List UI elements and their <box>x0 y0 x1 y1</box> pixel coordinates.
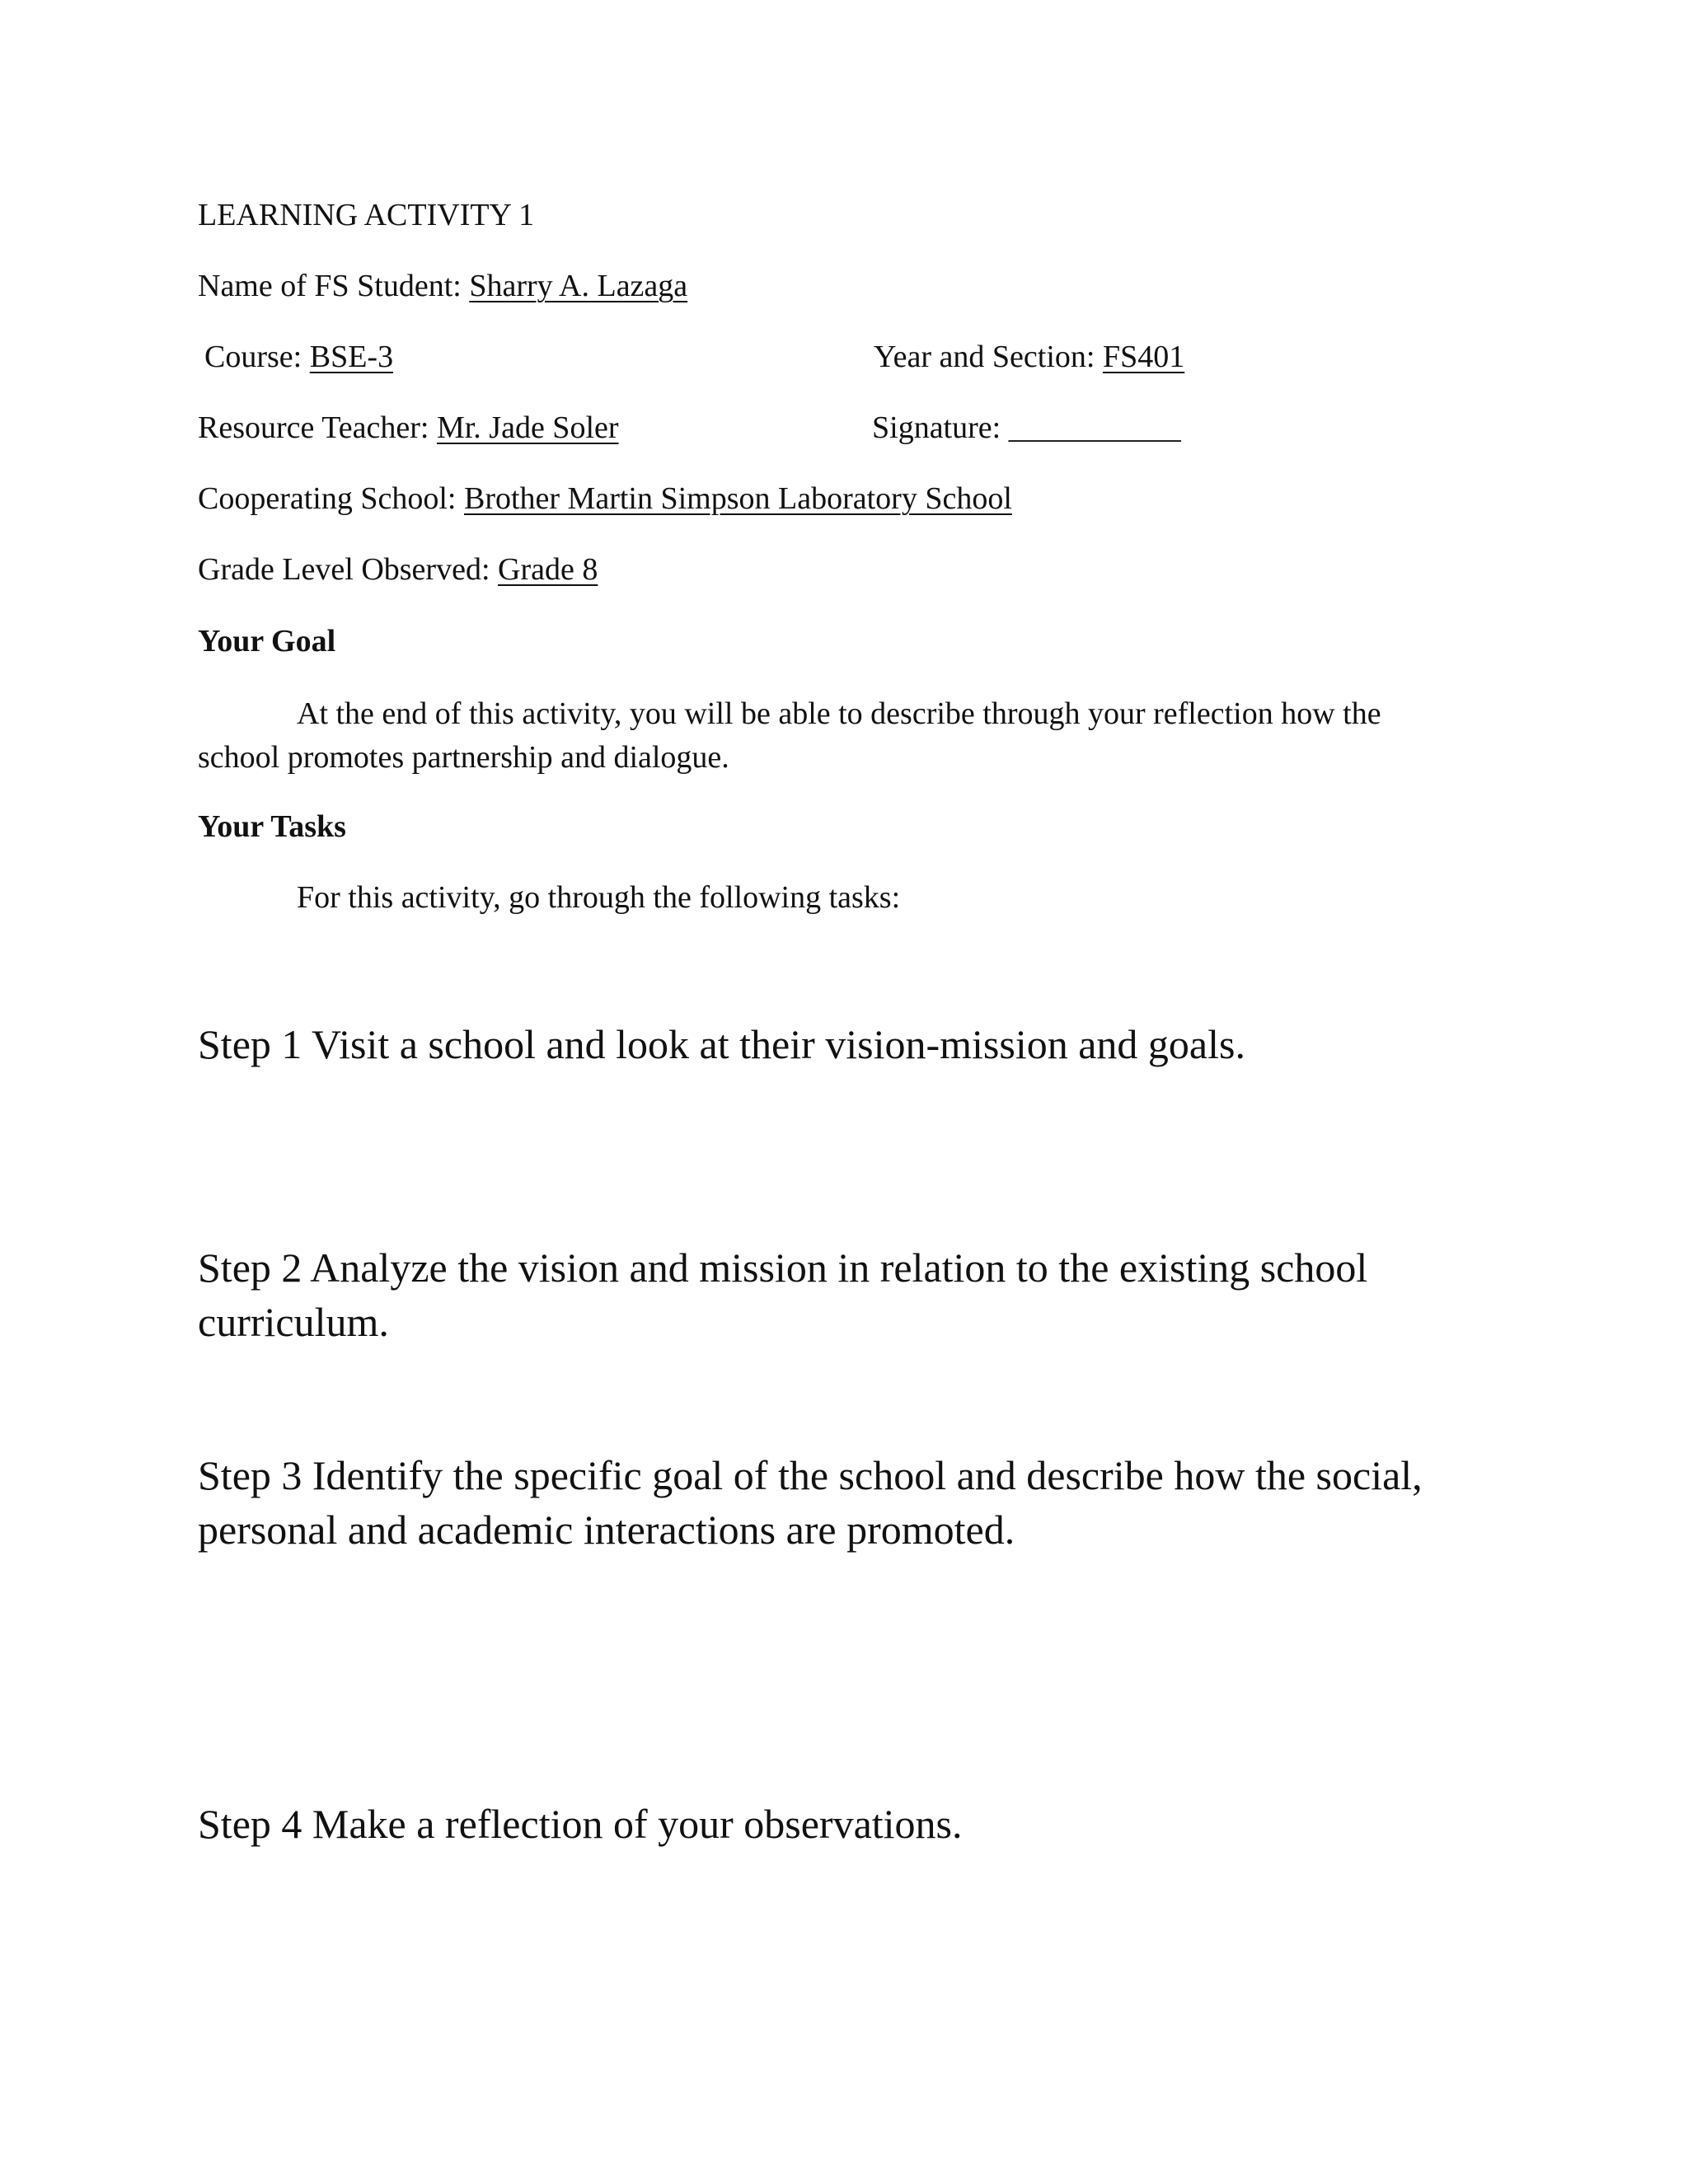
grade-level-value: Grade 8 <box>498 552 598 587</box>
grade-level-label: Grade Level Observed: <box>198 552 499 587</box>
student-name-label: Name of FS Student: <box>198 269 470 303</box>
cooperating-school-value: Brother Martin Simpson Laboratory School <box>463 481 1012 516</box>
activity-title: LEARNING ACTIVITY 1 <box>198 198 535 232</box>
year-section-row <box>874 338 1184 376</box>
student-name-value: Sharry A. Lazaga <box>469 269 688 303</box>
step-1: Step 1 Visit a school and look at their vision-mission and goals. <box>198 1021 1245 1067</box>
cooperating-school-label: Cooperating School: <box>198 481 464 516</box>
signature-label: Signature: <box>872 410 1009 445</box>
step-2: Step 2 Analyze the vision and mission in relation to the existing school curriculum. <box>198 1244 1368 1345</box>
year-section-value: FS401 <box>1102 340 1185 374</box>
tasks-intro: For this activity, go through the following tasks: <box>297 880 901 915</box>
signature-blank: ___________ <box>1008 410 1181 445</box>
resource-teacher-label: Resource Teacher: <box>198 410 437 445</box>
student-name-row <box>198 267 687 305</box>
signature-row <box>872 409 1181 447</box>
tasks-heading: Your Tasks <box>198 809 346 844</box>
grade-level-row <box>198 551 598 588</box>
resource-teacher-value: Mr. Jade Soler <box>436 410 619 445</box>
resource-teacher-row <box>198 409 619 447</box>
step-3: Step 3 Identify the specific goal of the school and describe how the social, personal and academic interactions are promoted. <box>198 1452 1423 1553</box>
course-value: BSE-3 <box>309 340 394 374</box>
goal-text: At the end of this activity, you will be able to describe through your reflection how the school promotes partnership and dialogue. <box>198 696 1381 775</box>
goal-heading: Your Goal <box>198 624 336 658</box>
cooperating-school-row <box>198 480 1012 518</box>
step-4: Step 4 Make a reflection of your observations. <box>198 1801 963 1847</box>
course-label: Course: <box>204 340 310 374</box>
course-row <box>204 338 393 376</box>
year-section-label: Year and Section: <box>874 340 1103 374</box>
